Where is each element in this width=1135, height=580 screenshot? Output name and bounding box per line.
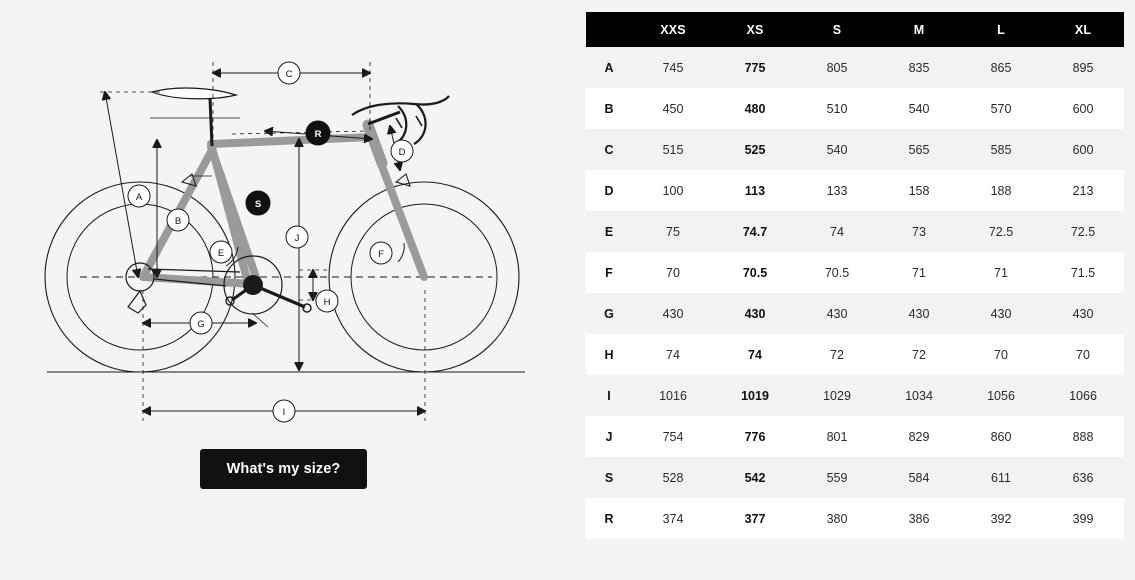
cell-b-xs: 480 [714, 88, 796, 129]
seatpost [210, 98, 212, 146]
callout-D [391, 140, 413, 162]
cell-f-s: 70.5 [796, 252, 878, 293]
svg-text:I: I [282, 407, 286, 418]
cell-c-m: 565 [878, 129, 960, 170]
row-label-e: E [586, 211, 632, 252]
cell-i-xs: 1019 [714, 375, 796, 416]
stem [368, 112, 400, 124]
cell-i-s: 1029 [796, 375, 878, 416]
cell-b-xl: 600 [1042, 88, 1124, 129]
callout-J [286, 226, 308, 248]
svg-text:C: C [285, 69, 293, 80]
callout-G [190, 312, 212, 334]
dim-A [105, 92, 138, 277]
callout-A [128, 185, 150, 207]
cell-b-l: 570 [960, 88, 1042, 129]
cell-h-xl: 70 [1042, 334, 1124, 375]
column-header-l: L [960, 12, 1042, 47]
cell-r-xl: 399 [1042, 498, 1124, 539]
table-body [586, 47, 1124, 539]
table-header-row [586, 12, 1124, 47]
svg-text:E: E [217, 248, 225, 259]
svg-text:S: S [254, 199, 262, 210]
cell-j-s: 801 [796, 416, 878, 457]
cell-g-xs: 430 [714, 293, 796, 334]
table-row [586, 375, 1124, 416]
row-label-c: C [586, 129, 632, 170]
cell-d-s: 133 [796, 170, 878, 211]
cell-a-xxs: 745 [632, 47, 714, 88]
table-header [586, 12, 1124, 47]
callout-group [128, 62, 413, 422]
table-row [586, 252, 1124, 293]
cell-f-l: 71 [960, 252, 1042, 293]
table-corner-cell [586, 12, 632, 47]
cell-a-l: 865 [960, 47, 1042, 88]
svg-text:D: D [398, 147, 406, 158]
svg-text:B: B [174, 216, 182, 227]
cell-s-l: 611 [960, 457, 1042, 498]
cell-e-l: 72.5 [960, 211, 1042, 252]
cell-d-m: 158 [878, 170, 960, 211]
cell-b-xxs: 450 [632, 88, 714, 129]
cell-s-m: 584 [878, 457, 960, 498]
callout-R [306, 121, 330, 145]
cell-i-xl: 1066 [1042, 375, 1124, 416]
cell-d-l: 188 [960, 170, 1042, 211]
cell-s-xl: 636 [1042, 457, 1124, 498]
table-row [586, 498, 1124, 539]
callout-F [370, 242, 392, 264]
table-row [586, 334, 1124, 375]
cell-h-s: 72 [796, 334, 878, 375]
cell-c-xs: 525 [714, 129, 796, 170]
column-header-xl: XL [1042, 12, 1124, 47]
callout-S [246, 191, 270, 215]
column-header-xs: XS [714, 12, 796, 47]
cell-j-l: 860 [960, 416, 1042, 457]
row-label-b: B [586, 88, 632, 129]
svg-text:A: A [135, 192, 143, 203]
cell-h-xs: 74 [714, 334, 796, 375]
svg-text:R: R [314, 129, 322, 140]
saddle [152, 88, 236, 99]
svg-text:G: G [197, 319, 205, 330]
callout-B [167, 209, 189, 231]
cell-e-xxs: 75 [632, 211, 714, 252]
handlebar [352, 96, 449, 115]
cell-b-m: 540 [878, 88, 960, 129]
crank-arm [253, 285, 305, 307]
cell-d-xxs: 100 [632, 170, 714, 211]
cell-j-m: 829 [878, 416, 960, 457]
svg-text:H: H [323, 297, 331, 308]
row-label-a: A [586, 47, 632, 88]
callout-C [278, 62, 300, 84]
cell-c-xxs: 515 [632, 129, 714, 170]
cell-g-m: 430 [878, 293, 960, 334]
row-label-f: F [586, 252, 632, 293]
cell-d-xl: 213 [1042, 170, 1124, 211]
callout-I [273, 400, 295, 422]
cell-f-xxs: 70 [632, 252, 714, 293]
cell-f-xl: 71.5 [1042, 252, 1124, 293]
cell-e-xl: 72.5 [1042, 211, 1124, 252]
cell-g-s: 430 [796, 293, 878, 334]
cell-f-xs: 70.5 [714, 252, 796, 293]
row-label-g: G [586, 293, 632, 334]
cell-s-xxs: 528 [632, 457, 714, 498]
callout-H [316, 290, 338, 312]
cell-r-s: 380 [796, 498, 878, 539]
cell-i-m: 1034 [878, 375, 960, 416]
table-row [586, 416, 1124, 457]
cell-i-xxs: 1016 [632, 375, 714, 416]
svg-text:J: J [294, 233, 300, 244]
cell-e-s: 74 [796, 211, 878, 252]
cell-s-s: 559 [796, 457, 878, 498]
cell-i-l: 1056 [960, 375, 1042, 416]
cell-h-m: 72 [878, 334, 960, 375]
column-header-m: M [878, 12, 960, 47]
cell-s-xs: 542 [714, 457, 796, 498]
cell-a-xl: 895 [1042, 47, 1124, 88]
cell-d-xs: 113 [714, 170, 796, 211]
column-header-s: S [796, 12, 878, 47]
row-label-i: I [586, 375, 632, 416]
row-label-d: D [586, 170, 632, 211]
cell-c-l: 585 [960, 129, 1042, 170]
cell-r-xxs: 374 [632, 498, 714, 539]
geometry-table-panel [570, 0, 1135, 580]
cell-c-xl: 600 [1042, 129, 1124, 170]
cell-e-xs: 74.7 [714, 211, 796, 252]
cell-h-l: 70 [960, 334, 1042, 375]
whats-my-size-button[interactable]: What's my size? [200, 449, 367, 489]
cell-g-l: 430 [960, 293, 1042, 334]
cell-e-m: 73 [878, 211, 960, 252]
cell-a-m: 835 [878, 47, 960, 88]
table-row [586, 457, 1124, 498]
cell-r-m: 386 [878, 498, 960, 539]
column-header-xxs: XXS [632, 12, 714, 47]
row-label-j: J [586, 416, 632, 457]
geometry-table [586, 12, 1124, 539]
table-row [586, 129, 1124, 170]
front-brake [396, 174, 410, 186]
cell-r-l: 392 [960, 498, 1042, 539]
cell-h-xxs: 74 [632, 334, 714, 375]
cell-g-xl: 430 [1042, 293, 1124, 334]
cell-g-xxs: 430 [632, 293, 714, 334]
cell-f-m: 71 [878, 252, 960, 293]
row-label-h: H [586, 334, 632, 375]
cell-r-xs: 377 [714, 498, 796, 539]
table-row [586, 293, 1124, 334]
table-row [586, 88, 1124, 129]
table-row [586, 211, 1124, 252]
cell-j-xxs: 754 [632, 416, 714, 457]
callout-E [210, 241, 232, 263]
cell-b-s: 510 [796, 88, 878, 129]
row-label-r: R [586, 498, 632, 539]
table-row [586, 47, 1124, 88]
cell-j-xs: 776 [714, 416, 796, 457]
cell-a-s: 805 [796, 47, 878, 88]
cell-j-xl: 888 [1042, 416, 1124, 457]
table-row [586, 170, 1124, 211]
svg-text:F: F [378, 249, 384, 260]
cell-a-xs: 775 [714, 47, 796, 88]
cell-c-s: 540 [796, 129, 878, 170]
row-label-s: S [586, 457, 632, 498]
